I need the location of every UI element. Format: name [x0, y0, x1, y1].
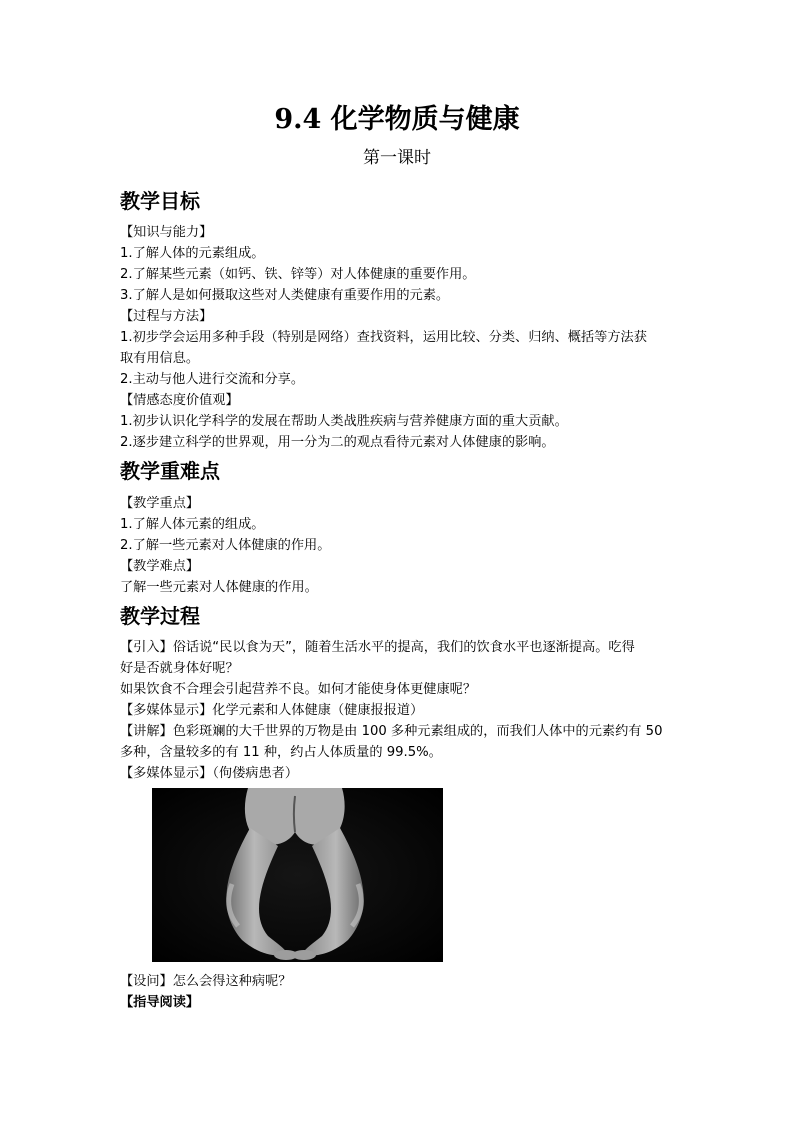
rickets-patient-photo [152, 788, 443, 962]
objective-knowledge-1: 1.了解人体的元素组成。 [120, 246, 265, 261]
procedure-line-5: 【讲解】色彩斑斓的大千世界的万物是由 100 多种元素组成的，而我们人体中的元素约有 50 [120, 724, 663, 739]
label-process: 【过程与方法】 [120, 309, 213, 324]
rickets-legs-illustration [152, 788, 443, 962]
difficulty-item-1: 了解一些元素对人体健康的作用。 [120, 580, 318, 595]
focus-item-2: 2.了解一些元素对人体健康的作用。 [120, 538, 331, 553]
objective-attitude-2: 2.逐步建立科学的世界观，用一分为二的观点看待元素对人体健康的影响。 [120, 435, 555, 450]
objective-process-1: 1.初步学会运用多种手段（特别是网络）查找资料，运用比较、分类、归纳、概括等方法获 [120, 330, 647, 345]
procedure-question: 【设问】怎么会得这种病呢？ [120, 974, 292, 989]
procedure-line-7: 【多媒体显示】（佝偻病患者） [120, 766, 299, 781]
objective-attitude-1: 1.初步认识化学科学的发展在帮助人类战胜疾病与营养健康方面的重大贡献。 [120, 414, 568, 429]
objective-knowledge-2: 2.了解某些元素（如钙、铁、锌等）对人体健康的重要作用。 [120, 267, 476, 282]
label-focus: 【教学重点】 [120, 496, 200, 511]
procedure-line-6: 多种，含量较多的有 11 种，约占人体质量的 99.5%。 [120, 745, 442, 760]
procedure-line-4: 【多媒体显示】化学元素和人体健康（健康报报道） [120, 703, 424, 718]
section-heading-keypoints: 教学重难点 [120, 459, 220, 483]
procedure-line-2: 好是否就身体好呢？ [120, 661, 239, 676]
label-knowledge: 【知识与能力】 [120, 225, 213, 240]
label-difficulty: 【教学难点】 [120, 559, 200, 574]
procedure-line-1: 【引入】俗话说“民以食为天”，随着生活水平的提高，我们的饮食水平也逐渐提高。吃得 [120, 640, 635, 655]
objective-process-2: 2.主动与他人进行交流和分享。 [120, 372, 305, 387]
objective-process-1-cont: 取有用信息。 [120, 351, 200, 366]
procedure-guided-reading: 【指导阅读】 [120, 995, 200, 1010]
document-title: 9.4 化学物质与健康 [274, 104, 520, 135]
label-attitude: 【情感态度价值观】 [120, 393, 239, 408]
document-subtitle: 第一课时 [363, 148, 431, 168]
section-heading-objectives: 教学目标 [120, 189, 200, 213]
objective-knowledge-3: 3.了解人是如何摄取这些对人类健康有重要作用的元素。 [120, 288, 450, 303]
procedure-line-3: 如果饮食不合理会引起营养不良。如何才能使身体更健康呢？ [120, 682, 477, 697]
section-heading-procedure: 教学过程 [120, 604, 200, 628]
focus-item-1: 1.了解人体元素的组成。 [120, 517, 265, 532]
